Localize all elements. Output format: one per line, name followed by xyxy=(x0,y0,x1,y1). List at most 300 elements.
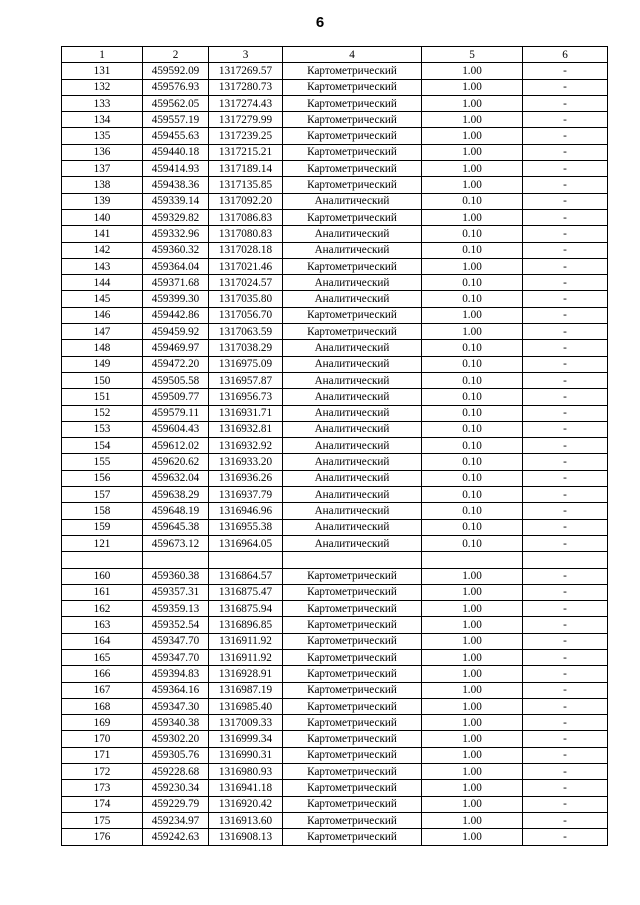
table-cell: 1.00 xyxy=(422,666,523,682)
table-cell: 172 xyxy=(62,764,143,780)
table-row xyxy=(62,421,608,437)
table-cell: Аналитический xyxy=(283,193,422,209)
table-cell: - xyxy=(523,177,608,193)
table-cell: 1316896.85 xyxy=(209,617,283,633)
table-cell: 1316920.42 xyxy=(209,796,283,812)
table-cell: 0.10 xyxy=(422,405,523,421)
table-cell: 142 xyxy=(62,242,143,258)
table-cell: 1316931.71 xyxy=(209,405,283,421)
table-cell xyxy=(62,552,143,568)
table-row xyxy=(62,438,608,454)
table-cell: 1.00 xyxy=(422,112,523,128)
table-cell xyxy=(283,552,422,568)
table-cell: 146 xyxy=(62,307,143,323)
table-cell: 459230.34 xyxy=(143,780,209,796)
table-cell: 1317274.43 xyxy=(209,95,283,111)
table-cell: 459645.38 xyxy=(143,519,209,535)
table-cell: 1317038.29 xyxy=(209,340,283,356)
table-cell: 153 xyxy=(62,421,143,437)
table-cell: 0.10 xyxy=(422,340,523,356)
table-cell: 459352.54 xyxy=(143,617,209,633)
table-cell: 133 xyxy=(62,95,143,111)
table-cell: Аналитический xyxy=(283,470,422,486)
table-cell: 459579.11 xyxy=(143,405,209,421)
table-row xyxy=(62,144,608,160)
table-cell: 1316990.31 xyxy=(209,747,283,763)
table-cell: - xyxy=(523,682,608,698)
table-cell: 1317035.80 xyxy=(209,291,283,307)
table-cell: 1316911.92 xyxy=(209,649,283,665)
table-cell: 1316957.87 xyxy=(209,372,283,388)
table-cell: 121 xyxy=(62,535,143,551)
table-cell: 1.00 xyxy=(422,258,523,274)
table-cell: Картометрический xyxy=(283,633,422,649)
table-row xyxy=(62,698,608,714)
table-cell: 161 xyxy=(62,584,143,600)
table-cell: 152 xyxy=(62,405,143,421)
table-cell: 1317056.70 xyxy=(209,307,283,323)
table-cell: Картометрический xyxy=(283,698,422,714)
table-cell: 169 xyxy=(62,715,143,731)
table-cell: Картометрический xyxy=(283,780,422,796)
table-row xyxy=(62,128,608,144)
table-cell: 1316946.96 xyxy=(209,503,283,519)
table-cell: 136 xyxy=(62,144,143,160)
table-row xyxy=(62,519,608,535)
table-cell: - xyxy=(523,812,608,828)
table-row xyxy=(62,796,608,812)
table-cell: 158 xyxy=(62,503,143,519)
table-cell xyxy=(523,552,608,568)
table-cell: 459302.20 xyxy=(143,731,209,747)
table-row xyxy=(62,731,608,747)
table-section-2 xyxy=(62,568,608,845)
table-cell: 1.00 xyxy=(422,812,523,828)
table-row xyxy=(62,340,608,356)
table-cell: - xyxy=(523,161,608,177)
table-cell: 459339.14 xyxy=(143,193,209,209)
table-cell: 1316985.40 xyxy=(209,698,283,714)
table-cell: Картометрический xyxy=(283,796,422,812)
table-cell: - xyxy=(523,454,608,470)
table-cell: Аналитический xyxy=(283,356,422,372)
table-cell: - xyxy=(523,63,608,79)
table-cell: 0.10 xyxy=(422,242,523,258)
table-row xyxy=(62,503,608,519)
table-cell: 167 xyxy=(62,682,143,698)
table-row xyxy=(62,812,608,828)
table-cell: 459329.82 xyxy=(143,209,209,225)
table-row xyxy=(62,63,608,79)
table-cell: 174 xyxy=(62,796,143,812)
table-cell: 1317063.59 xyxy=(209,324,283,340)
table-cell: 459242.63 xyxy=(143,829,209,845)
table-cell: 1.00 xyxy=(422,209,523,225)
table-cell: 173 xyxy=(62,780,143,796)
table-cell: - xyxy=(523,438,608,454)
table-cell: 459604.43 xyxy=(143,421,209,437)
table-row xyxy=(62,829,608,845)
table-cell: 1.00 xyxy=(422,584,523,600)
table-cell: 1317239.25 xyxy=(209,128,283,144)
table-cell: Картометрический xyxy=(283,324,422,340)
table-cell: 1.00 xyxy=(422,79,523,95)
column-header: 6 xyxy=(523,47,608,63)
table-cell: Картометрический xyxy=(283,812,422,828)
table-cell: - xyxy=(523,519,608,535)
table-cell: 1316941.18 xyxy=(209,780,283,796)
table-cell: 137 xyxy=(62,161,143,177)
table-cell: Картометрический xyxy=(283,95,422,111)
table-row xyxy=(62,584,608,600)
table-cell: - xyxy=(523,258,608,274)
table-cell: 145 xyxy=(62,291,143,307)
table-row xyxy=(62,682,608,698)
table-cell: 459612.02 xyxy=(143,438,209,454)
table-cell: 1316911.92 xyxy=(209,633,283,649)
table-cell: 459505.58 xyxy=(143,372,209,388)
table-cell: 1.00 xyxy=(422,731,523,747)
table-cell: 1.00 xyxy=(422,747,523,763)
table-cell: 459557.19 xyxy=(143,112,209,128)
table-cell: 132 xyxy=(62,79,143,95)
table-cell: Картометрический xyxy=(283,601,422,617)
table-cell: 148 xyxy=(62,340,143,356)
table-cell: - xyxy=(523,340,608,356)
table-cell: 1316956.73 xyxy=(209,389,283,405)
table-cell: 0.10 xyxy=(422,438,523,454)
empty-separator-row xyxy=(62,552,608,568)
table-cell: Картометрический xyxy=(283,161,422,177)
table-cell: - xyxy=(523,128,608,144)
table-cell: 1.00 xyxy=(422,144,523,160)
table-cell: 1316913.60 xyxy=(209,812,283,828)
table-cell: - xyxy=(523,79,608,95)
table-cell: 1.00 xyxy=(422,829,523,845)
table-cell: 459234.97 xyxy=(143,812,209,828)
table-cell: Аналитический xyxy=(283,535,422,551)
table-cell: 141 xyxy=(62,226,143,242)
table-row xyxy=(62,112,608,128)
table-cell: 1.00 xyxy=(422,161,523,177)
table-cell: 459592.09 xyxy=(143,63,209,79)
table-row xyxy=(62,633,608,649)
table-cell: - xyxy=(523,242,608,258)
table-cell: Аналитический xyxy=(283,438,422,454)
table-cell: - xyxy=(523,389,608,405)
table-cell: 459632.04 xyxy=(143,470,209,486)
table-cell: 1.00 xyxy=(422,698,523,714)
table-cell: - xyxy=(523,144,608,160)
table-cell: - xyxy=(523,95,608,111)
table-cell: 1.00 xyxy=(422,568,523,584)
table-cell: Аналитический xyxy=(283,275,422,291)
table-row xyxy=(62,764,608,780)
table-cell: Картометрический xyxy=(283,209,422,225)
table-cell: 459472.20 xyxy=(143,356,209,372)
table-cell: 170 xyxy=(62,731,143,747)
table-row xyxy=(62,258,608,274)
column-header: 3 xyxy=(209,47,283,63)
table-cell: 171 xyxy=(62,747,143,763)
table-cell: - xyxy=(523,324,608,340)
table-cell: Картометрический xyxy=(283,568,422,584)
table-cell: 151 xyxy=(62,389,143,405)
table-cell: 138 xyxy=(62,177,143,193)
table-cell: 0.10 xyxy=(422,193,523,209)
table-cell: Картометрический xyxy=(283,63,422,79)
table-cell: 1.00 xyxy=(422,307,523,323)
table-row xyxy=(62,487,608,503)
table-cell: 1.00 xyxy=(422,63,523,79)
table-cell: 1316955.38 xyxy=(209,519,283,535)
table-cell: - xyxy=(523,617,608,633)
table-row xyxy=(62,95,608,111)
table-cell: - xyxy=(523,568,608,584)
table-cell: - xyxy=(523,503,608,519)
table-cell: Аналитический xyxy=(283,454,422,470)
table-cell: - xyxy=(523,731,608,747)
table-row xyxy=(62,193,608,209)
table-cell: - xyxy=(523,535,608,551)
table-cell: 149 xyxy=(62,356,143,372)
table-cell: - xyxy=(523,796,608,812)
table-cell: 459360.32 xyxy=(143,242,209,258)
table-cell: 1.00 xyxy=(422,128,523,144)
table-cell: 176 xyxy=(62,829,143,845)
table-cell: - xyxy=(523,470,608,486)
table-cell: - xyxy=(523,633,608,649)
table-cell: Картометрический xyxy=(283,177,422,193)
table-cell: 1317135.85 xyxy=(209,177,283,193)
table-cell: 1317269.57 xyxy=(209,63,283,79)
table-cell: 1317009.33 xyxy=(209,715,283,731)
table-row xyxy=(62,405,608,421)
table-cell: 144 xyxy=(62,275,143,291)
table-cell: - xyxy=(523,307,608,323)
table-cell: 1316964.05 xyxy=(209,535,283,551)
table-cell: 1317215.21 xyxy=(209,144,283,160)
table-cell: 1316975.09 xyxy=(209,356,283,372)
table-cell: 459364.04 xyxy=(143,258,209,274)
table-cell: Картометрический xyxy=(283,731,422,747)
table-cell: 459673.12 xyxy=(143,535,209,551)
table-row xyxy=(62,568,608,584)
table-cell: 143 xyxy=(62,258,143,274)
table-cell: - xyxy=(523,421,608,437)
table-cell: 0.10 xyxy=(422,535,523,551)
table-cell: 0.10 xyxy=(422,503,523,519)
table-cell: 459305.76 xyxy=(143,747,209,763)
table-cell: 1317092.20 xyxy=(209,193,283,209)
table-cell: - xyxy=(523,209,608,225)
table-cell: 1317021.46 xyxy=(209,258,283,274)
table-cell: - xyxy=(523,829,608,845)
table-cell: Картометрический xyxy=(283,747,422,763)
table-cell: - xyxy=(523,698,608,714)
table-cell: 1.00 xyxy=(422,649,523,665)
table-cell: 1317279.99 xyxy=(209,112,283,128)
table-cell: 1316999.34 xyxy=(209,731,283,747)
table-cell: 135 xyxy=(62,128,143,144)
table-cell: Картометрический xyxy=(283,666,422,682)
table-cell: Картометрический xyxy=(283,682,422,698)
table-cell: 1316937.79 xyxy=(209,487,283,503)
table-cell: Аналитический xyxy=(283,421,422,437)
table-row xyxy=(62,649,608,665)
table-cell: - xyxy=(523,356,608,372)
table-row xyxy=(62,291,608,307)
table-cell: 459438.36 xyxy=(143,177,209,193)
table-cell: 1317080.83 xyxy=(209,226,283,242)
table-cell: 459357.31 xyxy=(143,584,209,600)
table-cell: 459394.83 xyxy=(143,666,209,682)
table-cell: Аналитический xyxy=(283,291,422,307)
table-cell: 1.00 xyxy=(422,95,523,111)
table-cell: 162 xyxy=(62,601,143,617)
table-cell: 165 xyxy=(62,649,143,665)
table-cell: - xyxy=(523,649,608,665)
column-header: 2 xyxy=(143,47,209,63)
table-cell: - xyxy=(523,112,608,128)
table-cell: 459347.70 xyxy=(143,633,209,649)
table-cell: 1317280.73 xyxy=(209,79,283,95)
table-row xyxy=(62,747,608,763)
table-cell: - xyxy=(523,584,608,600)
table-cell: 1.00 xyxy=(422,715,523,731)
table-cell xyxy=(209,552,283,568)
table-row xyxy=(62,226,608,242)
table-cell: 163 xyxy=(62,617,143,633)
table-row xyxy=(62,617,608,633)
table-cell: 131 xyxy=(62,63,143,79)
table-cell: 168 xyxy=(62,698,143,714)
table-cell: Аналитический xyxy=(283,487,422,503)
column-header: 4 xyxy=(283,47,422,63)
table-cell: 459371.68 xyxy=(143,275,209,291)
table-cell: 134 xyxy=(62,112,143,128)
table-cell: - xyxy=(523,780,608,796)
table-cell: 0.10 xyxy=(422,226,523,242)
table-cell: - xyxy=(523,275,608,291)
table-cell: 159 xyxy=(62,519,143,535)
table-cell: Картометрический xyxy=(283,584,422,600)
table-cell: 459576.93 xyxy=(143,79,209,95)
table-cell: Аналитический xyxy=(283,519,422,535)
table-row xyxy=(62,372,608,388)
page-number: 6 xyxy=(315,14,325,31)
table-cell: 459228.68 xyxy=(143,764,209,780)
table-cell: 1.00 xyxy=(422,796,523,812)
table-cell: - xyxy=(523,666,608,682)
table-cell: 0.10 xyxy=(422,487,523,503)
table-cell: 175 xyxy=(62,812,143,828)
table-cell: Аналитический xyxy=(283,503,422,519)
table-cell: 1316875.47 xyxy=(209,584,283,600)
table-cell: 1.00 xyxy=(422,780,523,796)
table-row xyxy=(62,470,608,486)
table-cell: 1317024.57 xyxy=(209,275,283,291)
table-cell: 1.00 xyxy=(422,682,523,698)
table-cell: Аналитический xyxy=(283,340,422,356)
table-cell: 459620.62 xyxy=(143,454,209,470)
table-cell: - xyxy=(523,601,608,617)
table-cell: 0.10 xyxy=(422,421,523,437)
table-row xyxy=(62,275,608,291)
table-cell: - xyxy=(523,193,608,209)
table-cell: - xyxy=(523,764,608,780)
table-cell: 1316987.19 xyxy=(209,682,283,698)
table-cell xyxy=(422,552,523,568)
table-cell: 1317189.14 xyxy=(209,161,283,177)
table-cell: 139 xyxy=(62,193,143,209)
table-cell: Аналитический xyxy=(283,242,422,258)
table-cell: 1316936.26 xyxy=(209,470,283,486)
table-cell: 140 xyxy=(62,209,143,225)
table-section-gap xyxy=(62,552,608,568)
table-row xyxy=(62,601,608,617)
table-cell: 147 xyxy=(62,324,143,340)
table-cell: Аналитический xyxy=(283,405,422,421)
table-cell: 0.10 xyxy=(422,275,523,291)
table-cell: 164 xyxy=(62,633,143,649)
table-cell: - xyxy=(523,747,608,763)
table-cell: Картометрический xyxy=(283,764,422,780)
coordinates-table xyxy=(61,46,608,846)
table-cell: 0.10 xyxy=(422,389,523,405)
table-cell: 0.10 xyxy=(422,372,523,388)
table-cell: Аналитический xyxy=(283,226,422,242)
table-cell: 1.00 xyxy=(422,764,523,780)
table-row xyxy=(62,715,608,731)
table-cell: 0.10 xyxy=(422,454,523,470)
table-cell xyxy=(143,552,209,568)
table-row xyxy=(62,79,608,95)
table-cell: 459509.77 xyxy=(143,389,209,405)
table-cell: 1316928.91 xyxy=(209,666,283,682)
table-cell: 160 xyxy=(62,568,143,584)
table-cell: Аналитический xyxy=(283,372,422,388)
table-cell: Картометрический xyxy=(283,79,422,95)
table-cell: 1316864.57 xyxy=(209,568,283,584)
table-cell: - xyxy=(523,372,608,388)
table-row xyxy=(62,161,608,177)
table-cell: Аналитический xyxy=(283,389,422,405)
table-cell: 459562.05 xyxy=(143,95,209,111)
table-cell: - xyxy=(523,715,608,731)
table-row xyxy=(62,209,608,225)
table-cell: 1316932.92 xyxy=(209,438,283,454)
table-cell: Картометрический xyxy=(283,829,422,845)
table-cell: Картометрический xyxy=(283,307,422,323)
table-cell: Картометрический xyxy=(283,144,422,160)
table-cell: Картометрический xyxy=(283,715,422,731)
table-cell: 1316980.93 xyxy=(209,764,283,780)
table-cell: 156 xyxy=(62,470,143,486)
table-cell: 459332.96 xyxy=(143,226,209,242)
table-cell: 1.00 xyxy=(422,177,523,193)
table-cell: - xyxy=(523,291,608,307)
table-cell: - xyxy=(523,405,608,421)
table-row xyxy=(62,780,608,796)
table-cell: 166 xyxy=(62,666,143,682)
table-cell: 459359.13 xyxy=(143,601,209,617)
table-row xyxy=(62,242,608,258)
table-cell: 459638.29 xyxy=(143,487,209,503)
table-cell: 459648.19 xyxy=(143,503,209,519)
table-cell: Картометрический xyxy=(283,617,422,633)
table-cell: 1.00 xyxy=(422,617,523,633)
